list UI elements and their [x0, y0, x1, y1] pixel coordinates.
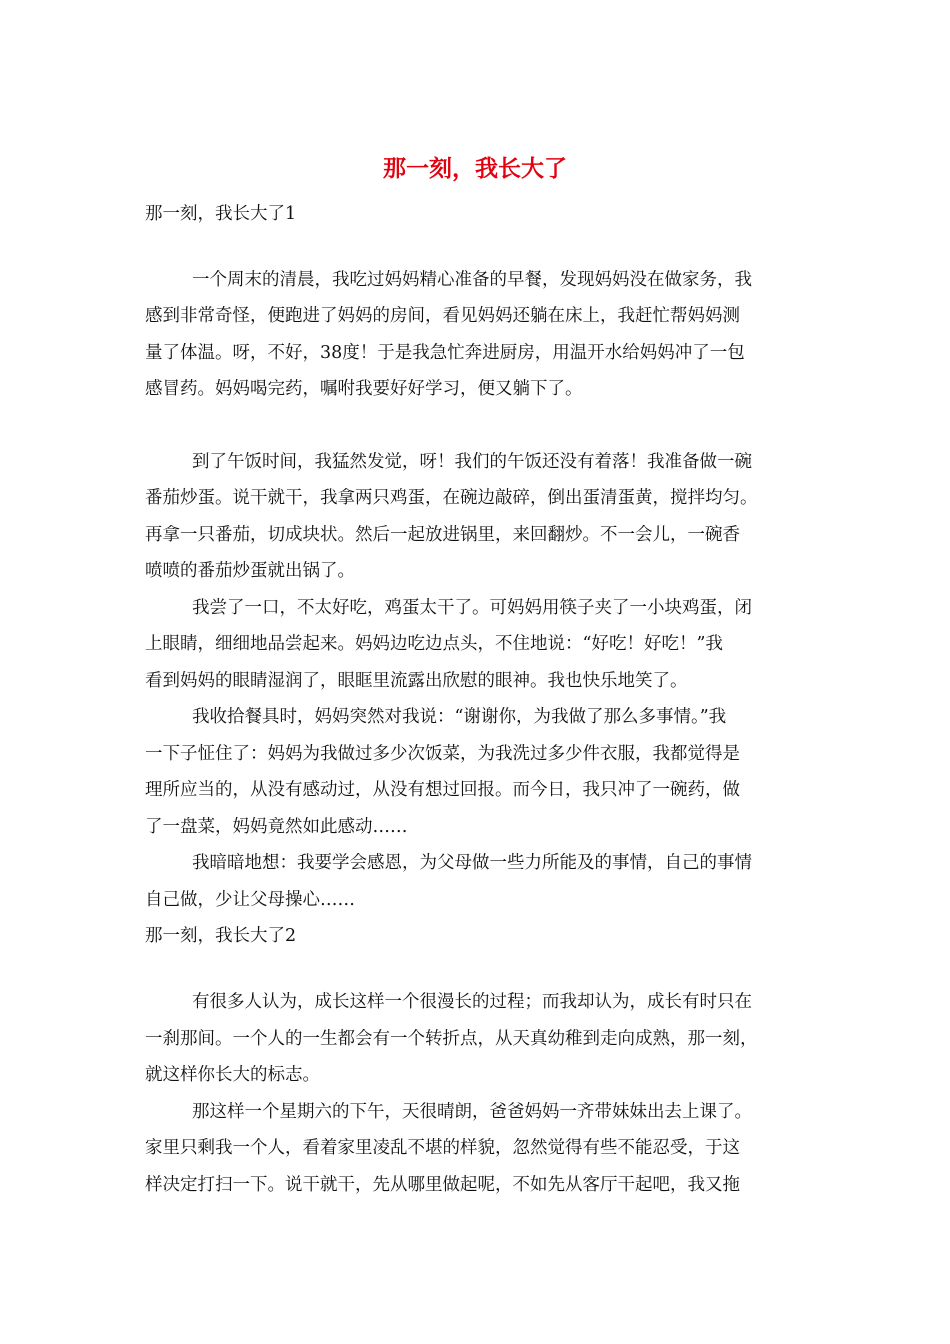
- text-line: 量了体温。呀，不好，38度！于是我急忙奔进厨房，用温开水给妈妈冲了一包: [145, 343, 745, 363]
- text-line: 了一盘菜，妈妈竟然如此感动……: [145, 817, 408, 837]
- text-line: 有很多人认为，成长这样一个很漫长的过程；而我却认为，成长有时只在: [192, 992, 752, 1012]
- text-line: 喷喷的番茄炒蛋就出锅了。: [145, 561, 355, 581]
- section-heading: 那一刻，我长大了2: [145, 926, 297, 946]
- section-heading: 那一刻，我长大了1: [145, 204, 297, 224]
- text-line: 自己做，少让父母操心……: [145, 890, 355, 910]
- text-line: 上眼睛，细细地品尝起来。妈妈边吃边点头，不住地说：“好吃！好吃！”我: [145, 634, 723, 654]
- text-line: 那这样一个星期六的下午，天很晴朗，爸爸妈妈一齐带妹妹出去上课了。: [192, 1102, 752, 1122]
- text-line: 一个周末的清晨，我吃过妈妈精心准备的早餐，发现妈妈没在做家务，我: [192, 270, 752, 290]
- text-line: 一刹那间。一个人的一生都会有一个转折点，从天真幼稚到走向成熟，那一刻，: [145, 1029, 758, 1049]
- text-line: 感冒药。妈妈喝完药，嘱咐我要好好学习，便又躺下了。: [145, 379, 583, 399]
- text-line: 我尝了一口，不太好吃，鸡蛋太干了。可妈妈用筷子夹了一小块鸡蛋，闭: [192, 598, 752, 618]
- text-line: 我收拾餐具时，妈妈突然对我说：“谢谢你，为我做了那么多事情。”我: [192, 707, 727, 727]
- text-line: 再拿一只番茄，切成块状。然后一起放进锅里，来回翻炒。不一会儿，一碗香: [145, 525, 740, 545]
- text-line: 样决定打扫一下。说干就干，先从哪里做起呢，不如先从客厅干起吧，我又拖: [145, 1175, 740, 1195]
- text-line: 家里只剩我一个人，看着家里凌乱不堪的样貌，忽然觉得有些不能忍受，于这: [145, 1138, 740, 1158]
- text-line: 看到妈妈的眼睛湿润了，眼眶里流露出欣慰的眼神。我也快乐地笑了。: [145, 671, 688, 691]
- text-line: 一下子怔住了：妈妈为我做过多少次饭菜，为我洗过多少件衣服，我都觉得是: [145, 744, 740, 764]
- text-line: 到了午饭时间，我猛然发觉，呀！我们的午饭还没有着落！我准备做一碗: [192, 452, 752, 472]
- text-line: 感到非常奇怪，便跑进了妈妈的房间，看见妈妈还躺在床上，我赶忙帮妈妈测: [145, 306, 740, 326]
- text-line: 番茄炒蛋。说干就干，我拿两只鸡蛋，在碗边敲碎，倒出蛋清蛋黄，搅拌均匀。: [145, 488, 758, 508]
- document-title: 那一刻，我长大了: [383, 155, 567, 182]
- text-line: 我暗暗地想：我要学会感恩，为父母做一些力所能及的事情，自己的事情: [192, 853, 752, 873]
- text-line: 就这样你长大的标志。: [145, 1065, 320, 1085]
- text-line: 理所应当的，从没有感动过，从没有想过回报。而今日，我只冲了一碗药，做: [145, 780, 740, 800]
